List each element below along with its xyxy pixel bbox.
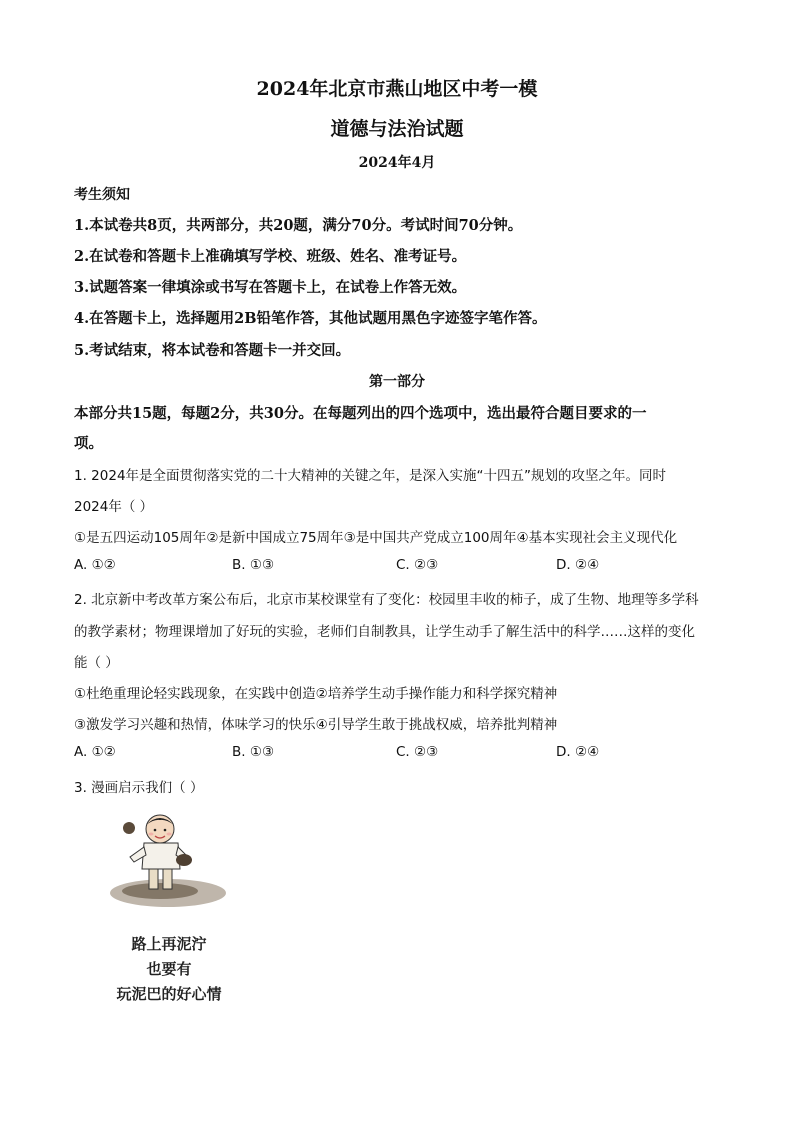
exam-title: 2024年北京市燕山地区中考一模 [256, 78, 538, 100]
notice-item: 5.考试结束，将本试卷和答题卡一并交回。 [74, 342, 351, 359]
mud-shadow [122, 883, 198, 899]
question-2-stem: 能（ ） [74, 655, 119, 671]
mud-ball [123, 822, 135, 834]
notice-heading: 考生须知 [74, 187, 130, 203]
question-1-option-d: D. ②④ [556, 557, 600, 573]
question-2-statements: ③激发学习兴趣和热情，体味学习的快乐④引导学生敢于挑战权威，培养批判精神 [74, 717, 558, 733]
question-2-option-a: A. ①② [74, 744, 116, 760]
question-2-stem: 的教学素材；物理课增加了好玩的实验，老师们自制教具，让学生动手了解生活中的科学……这样的变化 [74, 624, 695, 640]
question-1-statements: ①是五四运动105周年②是新中国成立75周年③是中国共产党成立100周年④基本实现社会主义现代化 [74, 530, 678, 546]
child-leg-right [163, 867, 172, 889]
exam-subtitle: 道德与法治试题 [330, 118, 464, 140]
notice-item: 2.在试卷和答题卡上准确填写学校、班级、姓名、准考证号。 [74, 248, 467, 265]
child-body [142, 843, 180, 869]
question-1-option-c: C. ②③ [396, 557, 439, 573]
question-1-stem: 1. 2024年是全面贯彻落实党的二十大精神的关键之年，是深入实施“十四五”规划的攻坚之年。同时 [74, 468, 667, 484]
child-eye-left [154, 829, 157, 832]
notice-item: 4.在答题卡上，选择题用2B铅笔作答，其他试题用黑色字迹签字笔作答。 [74, 310, 547, 327]
exam-date: 2024年4月 [358, 155, 436, 171]
child-cheek [149, 833, 154, 836]
section-intro: 项。 [74, 435, 103, 452]
question-1-option-a: A. ①② [74, 557, 116, 573]
question-3-stem: 3. 漫画启示我们（ ） [74, 780, 204, 796]
cartoon-caption-line: 路上再泥泞 [131, 935, 207, 953]
cartoon-caption-line: 玩泥巴的好心情 [116, 985, 222, 1003]
child-cheek [167, 833, 172, 836]
mud-handful [176, 854, 192, 866]
question-1-option-b: B. ①③ [232, 557, 275, 573]
question-2-option-d: D. ②④ [556, 744, 600, 760]
notice-item: 3.试题答案一律填涂或书写在答题卡上，在试卷上作答无效。 [74, 279, 467, 296]
question-2-statements: ①杜绝重理论轻实践现象，在实践中创造②培养学生动手操作能力和科学探究精神 [74, 686, 558, 702]
section-intro: 本部分共15题，每题2分，共30分。在每题列出的四个选项中，选出最符合题目要求的一 [74, 405, 647, 422]
question-1-stem: 2024年（ ） [74, 499, 154, 515]
notice-item: 1.本试卷共8页，共两部分，共20题，满分70分。考试时间70分钟。 [74, 217, 523, 234]
cartoon-caption-line: 也要有 [146, 960, 192, 978]
section-title: 第一部分 [369, 374, 425, 390]
question-2-stem: 2. 北京新中考改革方案公布后，北京市某校课堂有了变化：校园里丰收的柿子，成了生物、地理等多学科 [74, 592, 699, 608]
child-eye-right [164, 829, 167, 832]
question-2-option-c: C. ②③ [396, 744, 439, 760]
question-2-option-b: B. ①③ [232, 744, 275, 760]
child-leg-left [149, 867, 158, 889]
